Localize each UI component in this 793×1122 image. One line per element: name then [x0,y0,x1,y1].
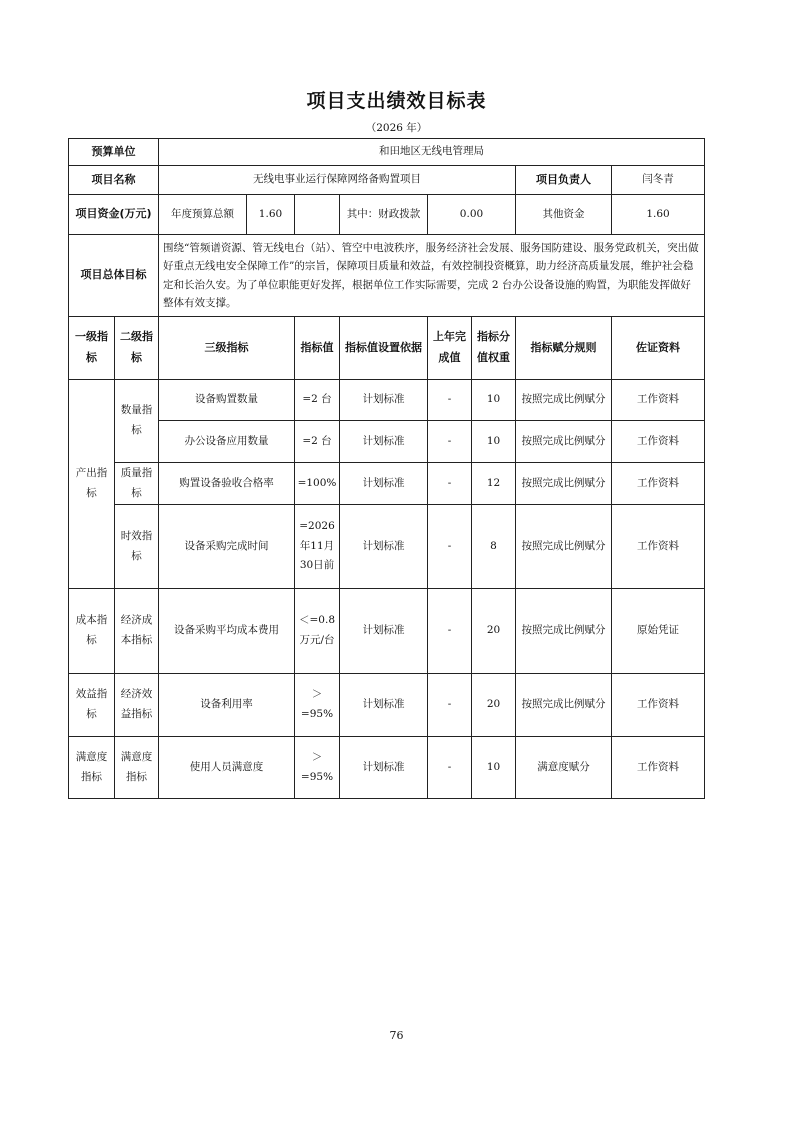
other-label: 其他资金 [516,195,612,235]
row-rule: 按照完成比例赋分 [516,421,612,463]
row-rule: 按照完成比例赋分 [516,505,612,589]
row-weight: 10 [472,737,516,799]
row-last: - [428,674,472,737]
table-row [69,589,705,674]
row-basis: 计划标准 [340,674,428,737]
table-row [69,674,705,737]
goal-text: 围绕“管频谱资源、管无线电台（站）、管空中电波秩序，服务经济社会发展、服务国防建设、服务党政机关，突出做好重点无线电安全保障工作”的宗旨，保障项目质量和效益，有效控制投资概算，助力经济高质量发展，维护社会稳定和长治久安。为了单位职能更好发挥，根据单位工作实际需要，完成 2 台办公设备设施的购置，为职能发挥做好整体有效支撑。 [159,235,705,317]
row-weight: 10 [472,421,516,463]
group-cost: 成本指标 [69,589,115,674]
row-basis: 计划标准 [340,380,428,421]
row-value: =2 台 [295,380,340,421]
row-name: 设备采购完成时间 [159,505,295,589]
performance-goal-table [68,138,705,799]
group-quality: 质量指标 [115,463,159,505]
row-weight: 20 [472,674,516,737]
row-evidence: 工作资料 [612,380,705,421]
row-value: =2026年11月30日前 [295,505,340,589]
unit-value: 和田地区无线电管理局 [159,139,705,166]
row-name: 设备购置数量 [159,380,295,421]
fiscal-label: 其中：财政拨款 [340,195,428,235]
row-basis: 计划标准 [340,505,428,589]
row-evidence: 工作资料 [612,674,705,737]
total-budget-value: 1.60 [258,207,283,220]
row-weight: 10 [472,380,516,421]
fiscal-value: 0.00 [428,195,516,235]
total-budget-label: 年度预算总额 [159,195,247,234]
row-basis: 计划标准 [340,421,428,463]
table-row [69,380,705,421]
header-level3: 三级指标 [159,317,295,380]
group-econ-cost: 经济成本指标 [115,589,159,674]
group-benefit: 效益指标 [69,674,115,737]
row-evidence: 工作资料 [612,463,705,505]
group-satisfaction-2: 满意度指标 [115,737,159,799]
row-rule: 按照完成比例赋分 [516,380,612,421]
unit-label: 预算单位 [69,139,159,166]
header-basis: 指标值设置依据 [340,317,428,380]
group-output: 产出指标 [69,380,115,589]
row-basis: 计划标准 [340,463,428,505]
funds-label: 项目资金(万元) [69,195,159,235]
page-number: 76 [389,1029,404,1042]
row-name: 使用人员满意度 [159,737,295,799]
header-level2: 二级指标 [115,317,159,380]
row-rule: 按照完成比例赋分 [516,589,612,674]
row-value: ＞=95% [295,674,340,737]
row-last: - [428,463,472,505]
row-basis: 计划标准 [340,737,428,799]
header-evidence: 佐证资料 [612,317,705,380]
row-evidence: 工作资料 [612,421,705,463]
row-value: ＞=95% [295,737,340,799]
row-evidence: 工作资料 [612,505,705,589]
row-weight: 12 [472,463,516,505]
header-level1: 一级指标 [69,317,115,380]
project-label: 项目名称 [69,166,159,195]
row-rule: 按照完成比例赋分 [516,674,612,737]
row-last: - [428,737,472,799]
budget-year: （2026 年） [365,122,428,134]
table-row [69,505,705,589]
row-name: 办公设备应用数量 [159,421,295,463]
header-rule: 指标赋分规则 [516,317,612,380]
row-evidence: 工作资料 [612,737,705,799]
row-last: - [428,380,472,421]
header-value: 指标值 [295,317,340,380]
leader-value: 闫冬青 [612,166,705,195]
goal-label: 项目总体目标 [69,235,159,317]
table-row [69,463,705,505]
other-value: 1.60 [612,195,705,235]
table-row [69,737,705,799]
leader-label: 项目负责人 [516,166,612,195]
row-evidence: 原始凭证 [612,589,705,674]
row-weight: 20 [472,589,516,674]
header-weight: 指标分值权重 [472,317,516,380]
row-name: 购置设备验收合格率 [159,463,295,505]
row-name: 设备采购平均成本费用 [159,589,295,674]
row-value: ＜=0.8万元/台 [295,589,340,674]
group-quantity: 数量指标 [115,380,159,463]
row-last: - [428,589,472,674]
row-last: - [428,421,472,463]
row-basis: 计划标准 [340,589,428,674]
group-satisfaction: 满意度指标 [69,737,115,799]
row-name: 设备利用率 [159,674,295,737]
table-row [69,421,705,463]
row-value: =100% [295,463,340,505]
header-last-year: 上年完成值 [428,317,472,380]
row-last: - [428,505,472,589]
group-econ-benefit: 经济效益指标 [115,674,159,737]
row-weight: 8 [472,505,516,589]
row-rule: 满意度赋分 [516,737,612,799]
row-value: =2 台 [295,421,340,463]
group-timeliness: 时效指标 [115,505,159,589]
page-title: 项目支出绩效目标表 [306,90,487,112]
row-rule: 按照完成比例赋分 [516,463,612,505]
project-value: 无线电事业运行保障网络备购置项目 [159,166,516,195]
